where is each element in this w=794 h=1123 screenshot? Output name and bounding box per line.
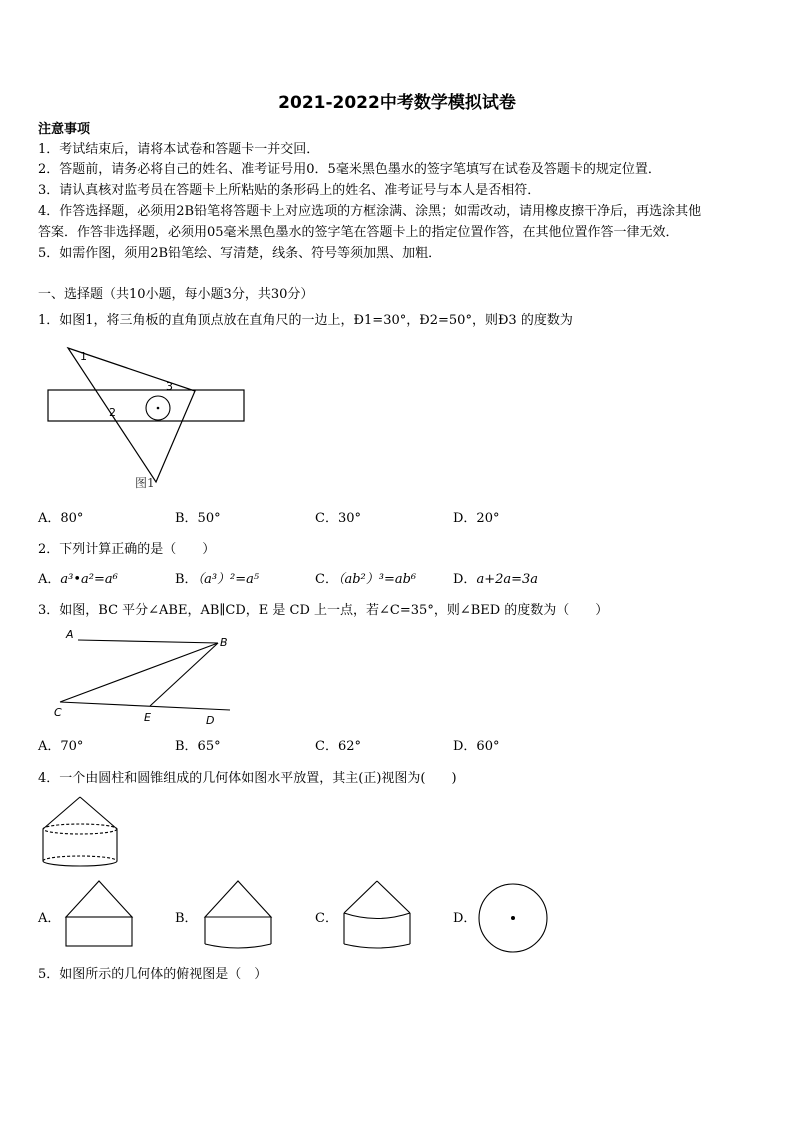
point-d-label: D	[206, 714, 215, 727]
question-4-solid-figure	[40, 795, 130, 877]
q1-option-b[interactable]: B．50°	[175, 511, 221, 526]
option-expression: （a³）²=a⁵	[197, 572, 260, 587]
notice-item: 1．考试结束后，请将本试卷和答题卡一并交回．	[38, 142, 320, 157]
q3-option-a[interactable]: A．70°	[38, 739, 84, 754]
q4-option-a-label[interactable]: A．	[38, 911, 61, 926]
line-cb	[60, 643, 218, 702]
q4-option-b-figure[interactable]	[203, 880, 275, 952]
notice-item: 5．如需作图，须用2B铅笔绘、写清楚，线条、符号等须加黑、加粗．	[38, 246, 442, 261]
angle-3-label: 3	[166, 380, 173, 393]
q4-option-c-label[interactable]: C．	[315, 911, 338, 926]
page-title: 2021-2022中考数学模拟试卷	[278, 93, 516, 113]
q4-option-b-label[interactable]: B．	[175, 911, 198, 926]
q4-option-a-figure[interactable]	[64, 880, 136, 948]
q4-option-d-label[interactable]: D．	[453, 911, 477, 926]
q1-option-c[interactable]: C．30°	[315, 511, 361, 526]
notice-item: 答案．作答非选择题，必须用05毫米黑色墨水的签字笔在答题卡上的指定位置作答，在其他位置作答一律无效．	[38, 225, 679, 240]
q4-option-c-figure[interactable]	[342, 880, 414, 952]
option-expression: a+2a=3a	[476, 572, 539, 587]
angle-2-label: 2	[109, 406, 116, 419]
question-3-figure	[40, 626, 240, 730]
section-heading: 一、选择题（共10小题，每小题3分，共30分）	[38, 287, 314, 302]
question-3-stem: 3．如图，BC 平分∠ABE，AB∥CD，E 是 CD 上一点，若∠C=35°，则∠BED 的度数为（ ）	[38, 603, 609, 618]
question-5-stem: 5．如图所示的几何体的俯视图是（ ）	[38, 967, 268, 982]
question-2-stem: 2．下列计算正确的是（ ）	[38, 542, 216, 557]
q3-option-d[interactable]: D．60°	[453, 739, 500, 754]
option-label: D．	[453, 572, 477, 587]
q4-option-d-figure[interactable]	[478, 883, 550, 955]
notice-item: 2．答题前，请务必将自己的姓名、准考证号用0．5毫米黑色墨水的签字笔填写在试卷及答题卡的规定位置．	[38, 162, 661, 177]
line-cd	[60, 702, 230, 710]
point-e-label: E	[144, 711, 151, 724]
q1-option-d[interactable]: D．20°	[453, 511, 500, 526]
option-label: A．	[38, 572, 61, 587]
q1-option-a[interactable]: A．80°	[38, 511, 84, 526]
option-expression: （ab²）³=ab⁶	[337, 572, 417, 587]
q2-option-a[interactable]	[38, 571, 118, 589]
q3-option-c[interactable]: C．62°	[315, 739, 361, 754]
question-1-stem: 1．如图1，将三角板的直角顶点放在直角尺的一边上，Ð1=30°，Ð2=50°，则Ð3 的度数为	[38, 313, 573, 328]
q2-option-b[interactable]	[175, 571, 259, 589]
figure-1-caption: 图1	[135, 476, 155, 490]
question-4-stem: 4．一个由圆柱和圆锥组成的几何体如图水平放置，其主(正)视图为( )	[38, 771, 457, 786]
q2-option-d[interactable]	[453, 571, 538, 589]
point-b-label: B	[220, 636, 228, 649]
option-expression: a³•a²=a⁶	[60, 572, 118, 587]
point-a-label: A	[66, 628, 74, 641]
circle-center-dot	[157, 407, 160, 410]
triangle-ruler-shape	[68, 348, 195, 482]
question-1-figure	[40, 340, 250, 490]
notice-item: 3．请认真核对监考员在答题卡上所粘贴的条形码上的姓名、准考证号与本人是否相符．	[38, 183, 541, 198]
option-label: C．	[315, 572, 338, 587]
notice-item: 4．作答选择题，必须用2B铅笔将答题卡上对应选项的方框涂满、涂黑；如需改动，请用橡皮擦干净后，再选涂其他	[38, 204, 702, 219]
line-eb	[150, 643, 218, 706]
q3-option-b[interactable]: B．65°	[175, 739, 221, 754]
q2-option-c[interactable]	[315, 571, 416, 589]
option-label: B．	[175, 572, 198, 587]
notice-heading: 注意事项	[38, 122, 91, 137]
point-c-label: C	[54, 706, 62, 719]
angle-1-label: 1	[80, 350, 87, 363]
line-ab	[78, 640, 218, 643]
